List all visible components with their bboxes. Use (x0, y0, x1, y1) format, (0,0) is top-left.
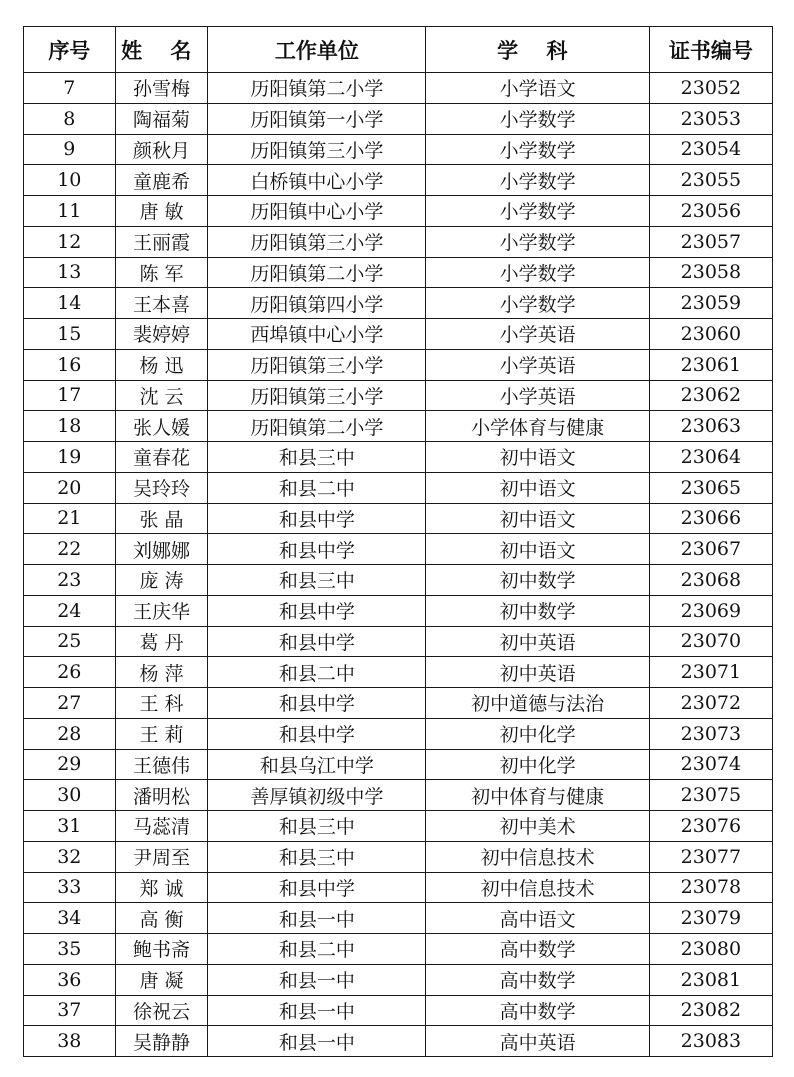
header-cert: 证书编号 (649, 27, 772, 73)
table-row (24, 226, 773, 257)
cell-subject: 小学语文 (426, 73, 649, 104)
cell-unit: 和县二中 (208, 472, 426, 503)
table-row (24, 442, 773, 473)
cell-unit: 历阳镇第一小学 (208, 103, 426, 134)
cell-cert: 23070 (649, 626, 772, 657)
cell-no: 14 (24, 288, 116, 319)
cell-name: 王 莉 (115, 718, 208, 749)
table-row (24, 257, 773, 288)
table-row (24, 565, 773, 596)
cell-name: 王丽霞 (115, 226, 208, 257)
cell-unit: 和县三中 (208, 811, 426, 842)
cell-subject: 小学数学 (426, 103, 649, 134)
cell-subject: 初中语文 (426, 442, 649, 473)
cell-cert: 23058 (649, 257, 772, 288)
cell-cert: 23068 (649, 565, 772, 596)
cell-unit: 和县中学 (208, 503, 426, 534)
cell-name: 徐祝云 (115, 995, 208, 1026)
cell-cert: 23077 (649, 841, 772, 872)
cell-name: 庞 涛 (115, 565, 208, 596)
cell-name: 唐 敏 (115, 196, 208, 227)
cell-cert: 23066 (649, 503, 772, 534)
cell-unit: 和县二中 (208, 657, 426, 688)
cell-unit: 白桥镇中心小学 (208, 165, 426, 196)
cell-subject: 初中信息技术 (426, 872, 649, 903)
table-row (24, 73, 773, 104)
cell-unit: 和县二中 (208, 934, 426, 965)
table-row (24, 780, 773, 811)
table-row (24, 811, 773, 842)
table-row (24, 534, 773, 565)
table-row (24, 319, 773, 350)
cell-unit: 和县中学 (208, 626, 426, 657)
cell-unit: 和县一中 (208, 964, 426, 995)
cell-subject: 初中语文 (426, 534, 649, 565)
cell-no: 37 (24, 995, 116, 1026)
cell-name: 童鹿希 (115, 165, 208, 196)
cell-no: 7 (24, 73, 116, 104)
cell-name: 孙雪梅 (115, 73, 208, 104)
cell-name: 马蕊清 (115, 811, 208, 842)
cell-no: 23 (24, 565, 116, 596)
cell-subject: 小学数学 (426, 257, 649, 288)
cell-cert: 23059 (649, 288, 772, 319)
cell-subject: 小学数学 (426, 288, 649, 319)
header-name: 姓 名 (115, 27, 208, 73)
cell-no: 18 (24, 411, 116, 442)
table-row (24, 1026, 773, 1057)
header-no: 序号 (24, 27, 116, 73)
cell-subject: 初中语文 (426, 472, 649, 503)
cell-no: 19 (24, 442, 116, 473)
cell-cert: 23080 (649, 934, 772, 965)
cell-cert: 23064 (649, 442, 772, 473)
table-row (24, 903, 773, 934)
cell-name: 裴婷婷 (115, 319, 208, 350)
cell-cert: 23083 (649, 1026, 772, 1057)
cell-cert: 23067 (649, 534, 772, 565)
header-unit: 工作单位 (208, 27, 426, 73)
table-header-row (24, 27, 773, 73)
cell-subject: 初中信息技术 (426, 841, 649, 872)
cell-unit: 历阳镇第二小学 (208, 73, 426, 104)
cell-unit: 和县一中 (208, 1026, 426, 1057)
cell-subject: 初中美术 (426, 811, 649, 842)
cell-cert: 23069 (649, 595, 772, 626)
cell-cert: 23053 (649, 103, 772, 134)
table-row (24, 165, 773, 196)
cell-unit: 历阳镇第二小学 (208, 257, 426, 288)
cell-unit: 西埠镇中心小学 (208, 319, 426, 350)
cell-name: 尹周至 (115, 841, 208, 872)
cell-subject: 初中英语 (426, 657, 649, 688)
cell-subject: 初中数学 (426, 565, 649, 596)
cell-subject: 小学体育与健康 (426, 411, 649, 442)
cell-name: 沈 云 (115, 380, 208, 411)
table-row (24, 964, 773, 995)
cell-cert: 23074 (649, 749, 772, 780)
cell-unit: 历阳镇第三小学 (208, 134, 426, 165)
cell-cert: 23055 (649, 165, 772, 196)
table-row (24, 626, 773, 657)
cell-no: 8 (24, 103, 116, 134)
cell-no: 12 (24, 226, 116, 257)
cell-subject: 初中英语 (426, 626, 649, 657)
cell-cert: 23060 (649, 319, 772, 350)
cell-no: 16 (24, 349, 116, 380)
cell-no: 24 (24, 595, 116, 626)
cell-cert: 23082 (649, 995, 772, 1026)
cell-no: 25 (24, 626, 116, 657)
cell-unit: 善厚镇初级中学 (208, 780, 426, 811)
cell-unit: 和县一中 (208, 995, 426, 1026)
cell-name: 吴静静 (115, 1026, 208, 1057)
cell-name: 王庆华 (115, 595, 208, 626)
cell-subject: 高中英语 (426, 1026, 649, 1057)
cell-name: 杨 萍 (115, 657, 208, 688)
table-row (24, 349, 773, 380)
table-row (24, 995, 773, 1026)
cell-subject: 高中语文 (426, 903, 649, 934)
cell-cert: 23071 (649, 657, 772, 688)
table-row (24, 595, 773, 626)
cell-cert: 23076 (649, 811, 772, 842)
cell-unit: 和县中学 (208, 688, 426, 719)
cell-no: 26 (24, 657, 116, 688)
cell-cert: 23079 (649, 903, 772, 934)
table-row (24, 103, 773, 134)
cell-unit: 和县中学 (208, 534, 426, 565)
cell-subject: 初中体育与健康 (426, 780, 649, 811)
cell-subject: 小学英语 (426, 319, 649, 350)
cell-no: 32 (24, 841, 116, 872)
cell-name: 张人媛 (115, 411, 208, 442)
cell-cert: 23065 (649, 472, 772, 503)
cell-unit: 和县中学 (208, 595, 426, 626)
table-row (24, 196, 773, 227)
cell-no: 29 (24, 749, 116, 780)
cell-name: 王德伟 (115, 749, 208, 780)
cell-no: 36 (24, 964, 116, 995)
table-row (24, 749, 773, 780)
cell-no: 17 (24, 380, 116, 411)
cell-unit: 历阳镇第二小学 (208, 411, 426, 442)
cell-no: 15 (24, 319, 116, 350)
cell-name: 王 科 (115, 688, 208, 719)
cell-cert: 23073 (649, 718, 772, 749)
cell-no: 31 (24, 811, 116, 842)
cell-name: 刘娜娜 (115, 534, 208, 565)
table-row (24, 472, 773, 503)
cell-subject: 小学数学 (426, 196, 649, 227)
cell-name: 陶福菊 (115, 103, 208, 134)
cell-unit: 历阳镇第三小学 (208, 349, 426, 380)
table-row (24, 503, 773, 534)
cell-unit: 和县三中 (208, 565, 426, 596)
cell-name: 鲍书斋 (115, 934, 208, 965)
cell-no: 27 (24, 688, 116, 719)
cell-subject: 小学英语 (426, 349, 649, 380)
cell-unit: 和县中学 (208, 718, 426, 749)
cell-name: 张 晶 (115, 503, 208, 534)
table-row (24, 380, 773, 411)
cell-name: 童春花 (115, 442, 208, 473)
cell-unit: 历阳镇第三小学 (208, 380, 426, 411)
cell-unit: 和县中学 (208, 872, 426, 903)
table-row (24, 688, 773, 719)
certificate-table (23, 26, 773, 1057)
cell-cert: 23057 (649, 226, 772, 257)
cell-name: 潘明松 (115, 780, 208, 811)
cell-subject: 初中语文 (426, 503, 649, 534)
cell-cert: 23054 (649, 134, 772, 165)
cell-cert: 23061 (649, 349, 772, 380)
cell-no: 10 (24, 165, 116, 196)
cell-subject: 初中化学 (426, 718, 649, 749)
cell-subject: 高中数学 (426, 995, 649, 1026)
cell-subject: 初中化学 (426, 749, 649, 780)
cell-no: 38 (24, 1026, 116, 1057)
cell-no: 28 (24, 718, 116, 749)
table-row (24, 841, 773, 872)
cell-unit: 和县三中 (208, 442, 426, 473)
cell-name: 唐 凝 (115, 964, 208, 995)
cell-cert: 23063 (649, 411, 772, 442)
cell-unit: 和县三中 (208, 841, 426, 872)
cell-name: 王本喜 (115, 288, 208, 319)
cell-name: 郑 诚 (115, 872, 208, 903)
cell-subject: 高中数学 (426, 964, 649, 995)
header-subject: 学 科 (426, 27, 649, 73)
cell-unit: 和县一中 (208, 903, 426, 934)
cell-subject: 高中数学 (426, 934, 649, 965)
table-row (24, 872, 773, 903)
cell-unit: 历阳镇第四小学 (208, 288, 426, 319)
cell-cert: 23062 (649, 380, 772, 411)
cell-name: 颜秋月 (115, 134, 208, 165)
cell-no: 11 (24, 196, 116, 227)
cell-no: 33 (24, 872, 116, 903)
cell-cert: 23078 (649, 872, 772, 903)
cell-cert: 23052 (649, 73, 772, 104)
table-row (24, 411, 773, 442)
cell-subject: 小学数学 (426, 134, 649, 165)
cell-unit: 和县乌江中学 (208, 749, 426, 780)
cell-cert: 23072 (649, 688, 772, 719)
cell-no: 35 (24, 934, 116, 965)
cell-no: 30 (24, 780, 116, 811)
cell-subject: 初中道德与法治 (426, 688, 649, 719)
cell-name: 葛 丹 (115, 626, 208, 657)
cell-subject: 小学数学 (426, 226, 649, 257)
cell-name: 高 衡 (115, 903, 208, 934)
cell-name: 陈 军 (115, 257, 208, 288)
cell-cert: 23081 (649, 964, 772, 995)
table-row (24, 288, 773, 319)
table-row (24, 657, 773, 688)
cell-subject: 小学英语 (426, 380, 649, 411)
cell-no: 34 (24, 903, 116, 934)
cell-no: 20 (24, 472, 116, 503)
table-row (24, 134, 773, 165)
cell-cert: 23075 (649, 780, 772, 811)
table-row (24, 718, 773, 749)
cell-name: 杨 迅 (115, 349, 208, 380)
cell-no: 21 (24, 503, 116, 534)
cell-no: 13 (24, 257, 116, 288)
cell-unit: 历阳镇第三小学 (208, 226, 426, 257)
cell-subject: 初中数学 (426, 595, 649, 626)
cell-cert: 23056 (649, 196, 772, 227)
cell-name: 吴玲玲 (115, 472, 208, 503)
cell-unit: 历阳镇中心小学 (208, 196, 426, 227)
table-row (24, 934, 773, 965)
cell-no: 22 (24, 534, 116, 565)
cell-no: 9 (24, 134, 116, 165)
cell-subject: 小学数学 (426, 165, 649, 196)
